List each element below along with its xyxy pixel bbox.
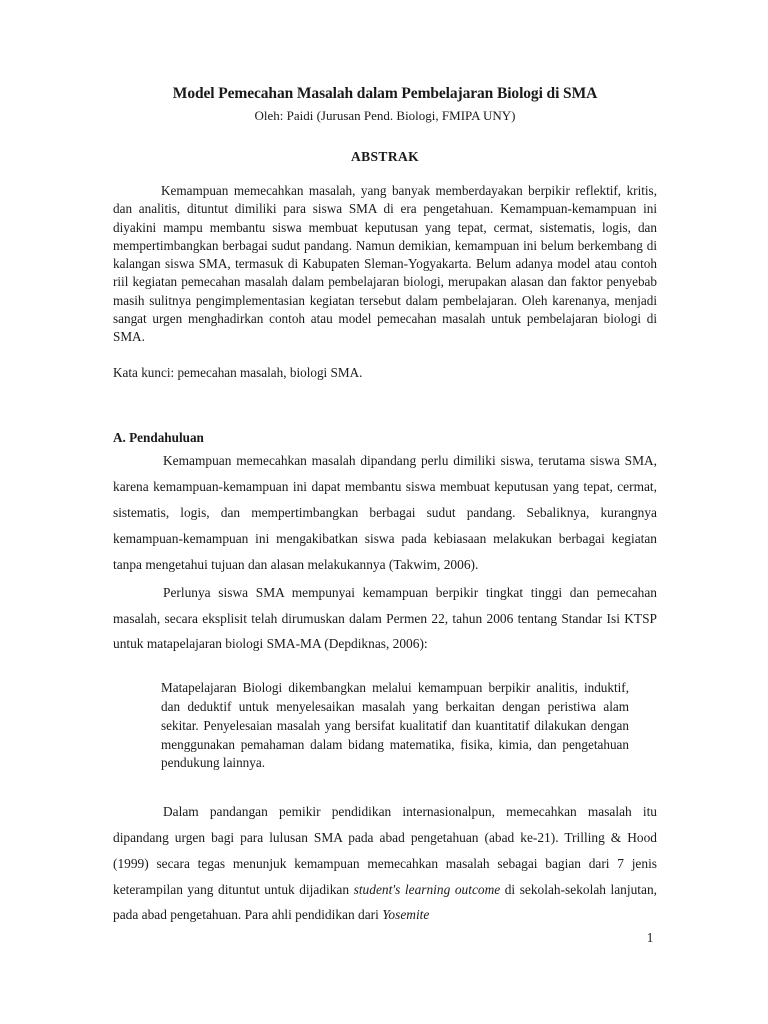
body-paragraph-3-text-part-2: di sekolah-sekolah lanjutan, pada abad pengetahuan. Para ahli pendidikan dari — [113, 881, 657, 923]
body-paragraph-3-italic-term-2: Yosemite — [382, 907, 430, 923]
body-paragraph-3-italic-term-1: student's learning outcome — [353, 881, 501, 897]
section-heading-pendahuluan: A. Pendahuluan — [113, 430, 204, 446]
author-line: Oleh: Paidi (Jurusan Pend. Biologi, FMIPA UNY) — [254, 108, 516, 124]
body-paragraph-3 — [113, 799, 657, 928]
abstract-body: Kemampuan memecahkan masalah, yang banyak memberdayakan berpikir reflektif, kritis, dan analitis, dituntut dimiliki para siswa SMA di era pengetahuan. Kemampuan-kemampuan ini diyakini mampu membantu siswa membuat keputusan yang tepat, cermat, sistematis, logis, dan mempertimbangkan berbagai sudut pandang. Namun demikian, kemampuan ini belum berkembang di kalangan siswa SMA, termasuk di Kabupaten Sleman-Yogyakarta. Belum adanya model atau contoh riil kegiatan pemecahan masalah dalam pembelajaran biologi, merupakan alasan dan faktor penyebab masih sulitnya pengimplementasian kegiatan tersebut dalam pembelajaran. Oleh karenanya, menjadi sangat urgen menghadirkan contoh atau model pemecahan masalah untuk pembelajaran biologi di SMA. — [113, 183, 657, 345]
page-number: 1 — [646, 930, 654, 945]
body-paragraph-1: Kemampuan memecahkan masalah dipandang perlu dimiliki siswa, terutama siswa SMA, karena kemampuan-kemampuan ini dapat membantu siswa membuat keputusan yang tepat, cermat, sistematis, logis, dan mempertimbangkan berbagai sudut pandang. Sebaliknya, kurangnya kemampuan-kemampuan ini mengakibatkan siswa pada kebiasaan melakukan berbagai kegiatan tanpa mengetahui tujuan dan alasan melakukannya (Takwim, 2006). — [113, 453, 657, 572]
page-title: Model Pemecahan Masalah dalam Pembelajaran Biologi di SMA — [172, 85, 598, 102]
body-paragraph-2: Perlunya siswa SMA mempunyai kemampuan berpikir tingkat tinggi dan pemecahan masalah, secara eksplisit telah dirumuskan dalam Permen 22, tahun 2006 tentang Standar Isi KTSP untuk matapelajaran biologi SMA-MA (Depdiknas, 2006): — [113, 584, 657, 652]
document-content — [113, 84, 657, 928]
block-quote-depdiknas: Matapelajaran Biologi dikembangkan melalui kemampuan berpikir analitis, induktif, dan deduktif untuk menyelesaikan masalah yang berkaitan dengan peristiwa alam sekitar. Penyelesaian masalah yang bersifat kualitatif dan kuantitatif dilakukan dengan menggunakan pemahaman dalam bidang matematika, fisika, kimia, dan pengetahuan pendukung lainnya. — [161, 680, 629, 771]
abstract-heading: ABSTRAK — [350, 149, 420, 165]
keywords-line: Kata kunci: pemecahan masalah, biologi SMA. — [113, 365, 363, 381]
body-paragraph-3-text-part-1: Dalam pandangan pemikir pendidikan internasionalpun, memecahkan masalah itu dipandang urgen bagi para lulusan SMA pada abad pengetahuan (abad ke-21). Trilling & Hood (1999) secara tegas menunjuk kemampuan memecahkan masalah sebagai bagian dari 7 jenis keterampilan yang dituntut untuk dijadikan — [113, 804, 657, 897]
